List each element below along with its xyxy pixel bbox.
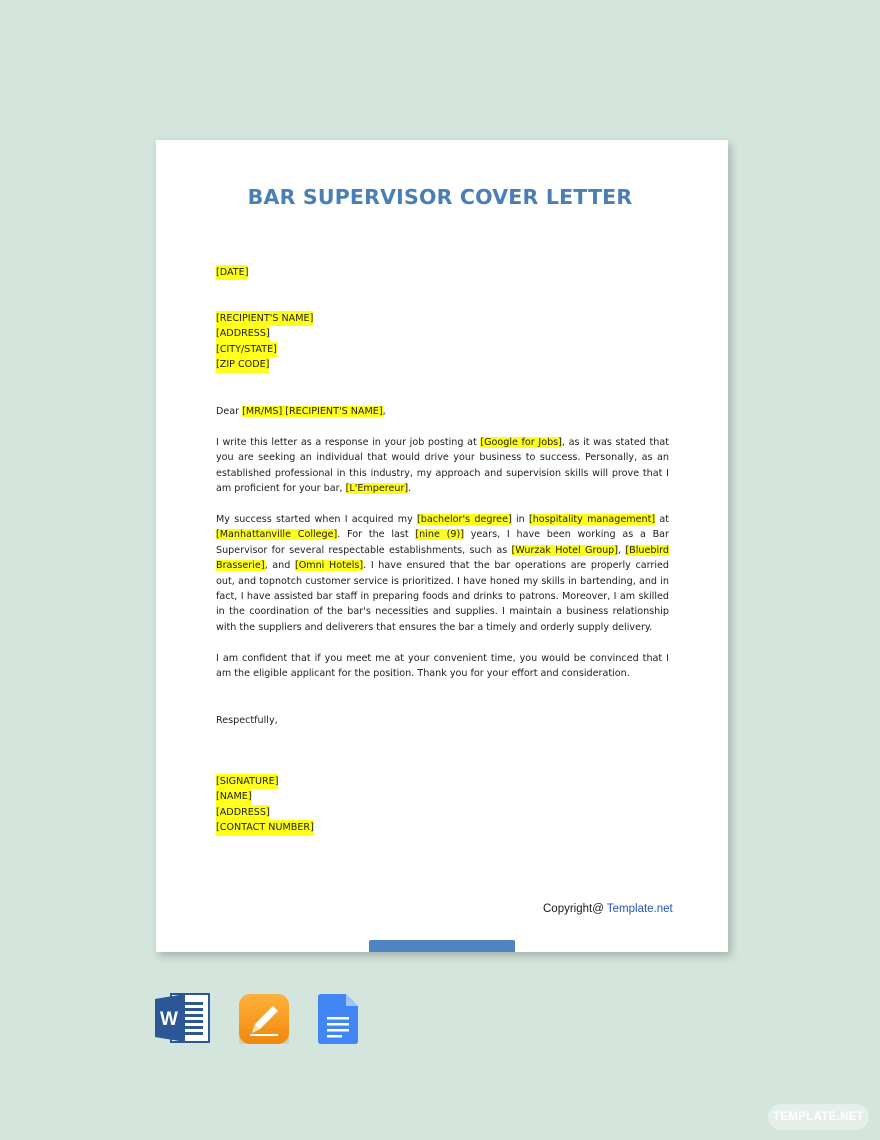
p1-bar-name: [L'Empereur]	[345, 483, 409, 495]
salutation-prefix: Dear	[216, 406, 243, 417]
p2-text-4: . For the last	[337, 529, 416, 541]
p2-degree: [bachelor's degree]	[417, 514, 512, 525]
signature-block	[216, 774, 669, 836]
p2-employer-3: [Omni Hotels]	[294, 560, 364, 572]
recipient-block	[216, 311, 669, 373]
salutation-name: [MR/MS] [RECIPIENT'S NAME]	[242, 406, 383, 417]
template-net-watermark: TEMPLATE.NET	[768, 1104, 869, 1130]
p2-employer-1: [Wurzak Hotel Group]	[511, 544, 618, 556]
p2-college: [Manhattanville College]	[216, 529, 338, 541]
date-line	[216, 265, 669, 280]
p2-text-7: , and	[264, 560, 295, 572]
p2-major: [hospitality management]	[528, 514, 656, 525]
paragraph-2	[216, 512, 669, 635]
p2-text-5: years, I have been working as a Bar Supervisor for several respectable establishments, such as	[216, 529, 669, 556]
page-tab-indicator	[369, 940, 515, 952]
google-docs-icon-svg	[317, 993, 359, 1045]
sender-name: [NAME]	[216, 789, 252, 804]
p3-text: I am confident that if you meet me at your convenient time, you would be convinced that I am the eligible applicant for the position. Thank you for your effort and consideration.	[216, 653, 669, 680]
pages-icon[interactable]	[238, 993, 290, 1045]
p1-text-1: I write this letter as a response in your job posting at	[216, 437, 481, 448]
p2-text-8: . I have ensured that the bar operations are properly carried out, and topnotch customer service is prioritized. I have honed my skills in bartending, and in fact, I have assisted bar staff in preparing foods and drinks to patrons. Moreover, I am skilled in the coordination of the bar's necessities and supplies. I maintain a business relationship with the suppliers and deliverers that ensures the bar a timely and orderly supply delivery.	[216, 560, 669, 633]
p1-job-board: [Google for Jobs]	[480, 437, 562, 448]
paragraph-3	[216, 651, 669, 682]
salutation	[216, 404, 669, 419]
recipient-city-state: [CITY/STATE]	[216, 342, 277, 357]
p2-years: [nine (9)]	[415, 529, 464, 541]
sender-contact: [CONTACT NUMBER]	[216, 820, 314, 835]
date-placeholder: [DATE]	[216, 265, 248, 280]
p1-text-2: , as it was stated that you are seeking an individual that would drive your business to success. Personally, as an established professional in this industry, my approach and supervision skills will prove that I am proficient for your bar,	[216, 437, 669, 495]
sender-address: [ADDRESS]	[216, 805, 270, 820]
p2-text-2: in	[511, 514, 529, 525]
p2-text-3: at	[655, 514, 669, 525]
word-icon-svg	[155, 993, 211, 1043]
recipient-name: [RECIPIENT'S NAME]	[216, 311, 313, 326]
recipient-address: [ADDRESS]	[216, 326, 270, 341]
google-docs-icon[interactable]	[317, 993, 359, 1045]
document-title: BAR SUPERVISOR COVER LETTER	[247, 185, 633, 209]
p2-text-1: My success started when I acquired my	[216, 514, 418, 525]
closing: Respectfully,	[216, 715, 278, 726]
p2-text-6: ,	[618, 544, 626, 556]
word-icon-letter: W	[160, 1009, 178, 1030]
paragraph-1	[216, 435, 669, 497]
p1-text-3: .	[408, 483, 412, 495]
word-icon[interactable]	[155, 993, 211, 1043]
pages-icon-svg	[238, 993, 290, 1045]
copyright-brand-link[interactable]: Template.net	[606, 903, 673, 915]
copyright-prefix: Copyright@	[543, 903, 607, 915]
recipient-zip: [ZIP CODE]	[216, 357, 269, 372]
p2-employer-2: [Bluebird Brasserie]	[216, 544, 669, 572]
salutation-suffix: ,	[382, 406, 386, 417]
copyright-notice	[543, 903, 673, 915]
signature-placeholder: [SIGNATURE]	[216, 774, 278, 789]
